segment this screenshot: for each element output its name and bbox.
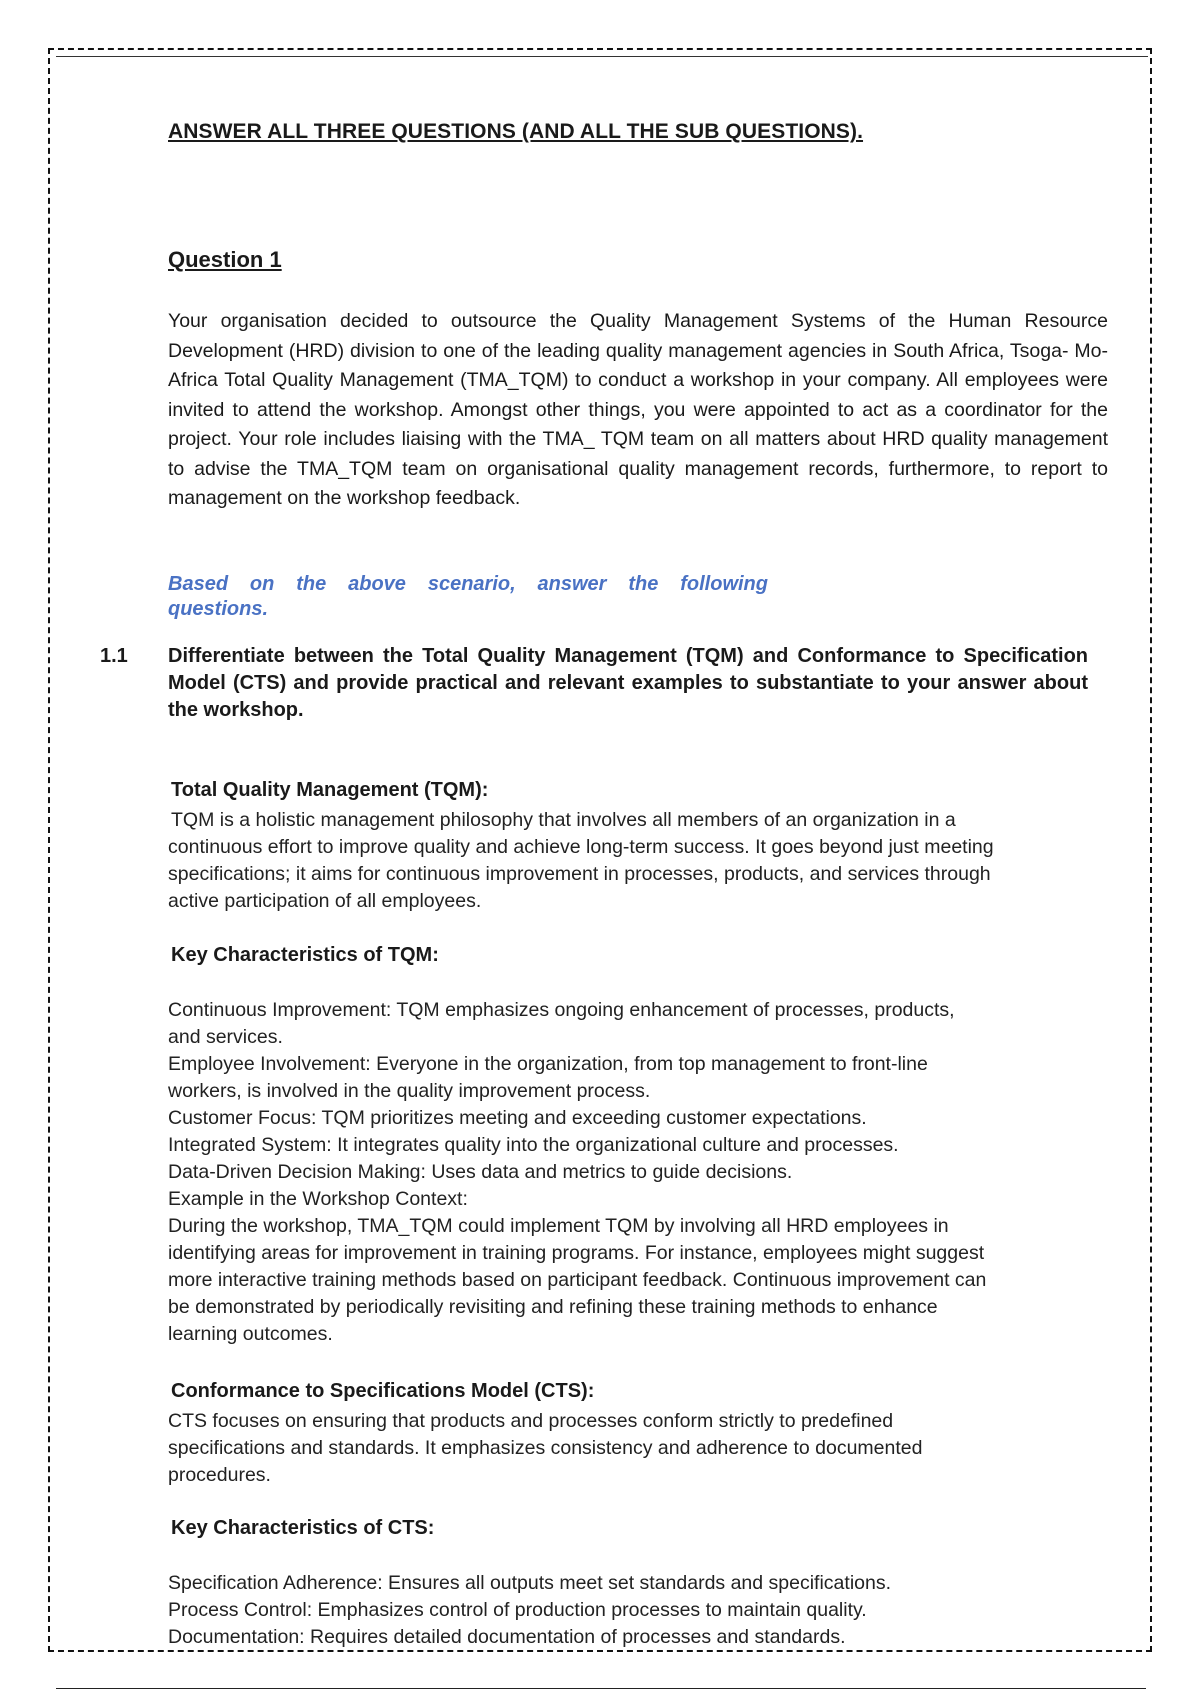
text-line: Integrated System: It integrates quality into the organizational culture and processes.: [168, 1134, 899, 1156]
text-line: Data-Driven Decision Making: Uses data and metrics to guide decisions.: [168, 1161, 793, 1183]
text-line: and services.: [168, 1026, 283, 1048]
scenario-paragraph: Your organisation decided to outsource the Quality Management Systems of the Human Resource Development (HRD) division to one of the leading quality management agencies in South Africa, Tsoga- Mo-Africa Total Quality Management (TMA_TQM) to conduct a workshop in your company. All employees were invited to attend the workshop. Amongst other things, you were appointed to act as a coordinator for the project. Your role includes liaising with the TMA_ TQM team on all matters about HRD quality management to advise the TMA_TQM team on organisational quality management records, furthermore, to report to management on the workshop feedback.: [168, 310, 1108, 509]
text-line: During the workshop, TMA_TQM could implement TQM by involving all HRD employees in: [168, 1215, 949, 1237]
text-line: TQM is a holistic management philosophy that involves all members of an organization in a: [171, 809, 956, 831]
tqm-key-list: [168, 997, 1108, 1348]
tqm-definition: [168, 807, 1108, 915]
cts-key-heading: Key Characteristics of CTS:: [171, 1517, 435, 1539]
instruction-prompt: Based on the above scenario, answer the following questions.: [168, 573, 768, 620]
subquestion-text: Differentiate between the Total Quality Management (TQM) and Conformance to Specification Model (CTS) and provide practical and relevant examples to substantiate to your answer about the workshop.: [168, 645, 1088, 721]
text-line: workers, is involved in the quality improvement process.: [168, 1080, 651, 1102]
cts-heading: Conformance to Specifications Model (CTS):: [171, 1380, 595, 1402]
text-line: learning outcomes.: [168, 1323, 333, 1345]
subquestion-number: 1.1: [100, 645, 128, 667]
text-line: be demonstrated by periodically revisiting and refining these training methods to enhance: [168, 1296, 938, 1318]
page-frame-inner-rule: [56, 56, 1148, 57]
tqm-heading: Total Quality Management (TQM):: [171, 779, 489, 801]
text-line: procedures.: [168, 1464, 271, 1486]
text-line: specifications and standards. It emphasizes consistency and adherence to documented: [168, 1437, 923, 1459]
tqm-key-heading: Key Characteristics of TQM:: [171, 944, 439, 966]
question-title: Question 1: [168, 247, 282, 272]
instructions-heading: ANSWER ALL THREE QUESTIONS (AND ALL THE SUB QUESTIONS).: [168, 120, 864, 143]
text-line: Example in the Workshop Context:: [168, 1188, 468, 1210]
text-line: Specification Adherence: Ensures all outputs meet set standards and specifications.: [168, 1572, 892, 1594]
text-line: more interactive training methods based on participant feedback. Continuous improvement can: [168, 1269, 987, 1291]
text-line: specifications; it aims for continuous improvement in processes, products, and services through: [168, 863, 991, 885]
text-line: Continuous Improvement: TQM emphasizes ongoing enhancement of processes, products,: [168, 999, 955, 1021]
text-line: Employee Involvement: Everyone in the organization, from top management to front-line: [168, 1053, 928, 1075]
cts-definition: [168, 1408, 1108, 1489]
cts-key-list: [168, 1570, 1108, 1651]
text-line: CTS focuses on ensuring that products and processes conform strictly to predefined: [168, 1410, 894, 1432]
text-line: identifying areas for improvement in training programs. For instance, employees might suggest: [168, 1242, 985, 1264]
text-line: Documentation: Requires detailed documentation of processes and standards.: [168, 1626, 846, 1648]
text-line: continuous effort to improve quality and achieve long-term success. It goes beyond just meeting: [168, 836, 994, 858]
text-line: Process Control: Emphasizes control of production processes to maintain quality.: [168, 1599, 867, 1621]
text-line: active participation of all employees.: [168, 890, 482, 912]
footer-rule: [56, 1688, 1146, 1689]
text-line: Customer Focus: TQM prioritizes meeting and exceeding customer expectations.: [168, 1107, 867, 1129]
